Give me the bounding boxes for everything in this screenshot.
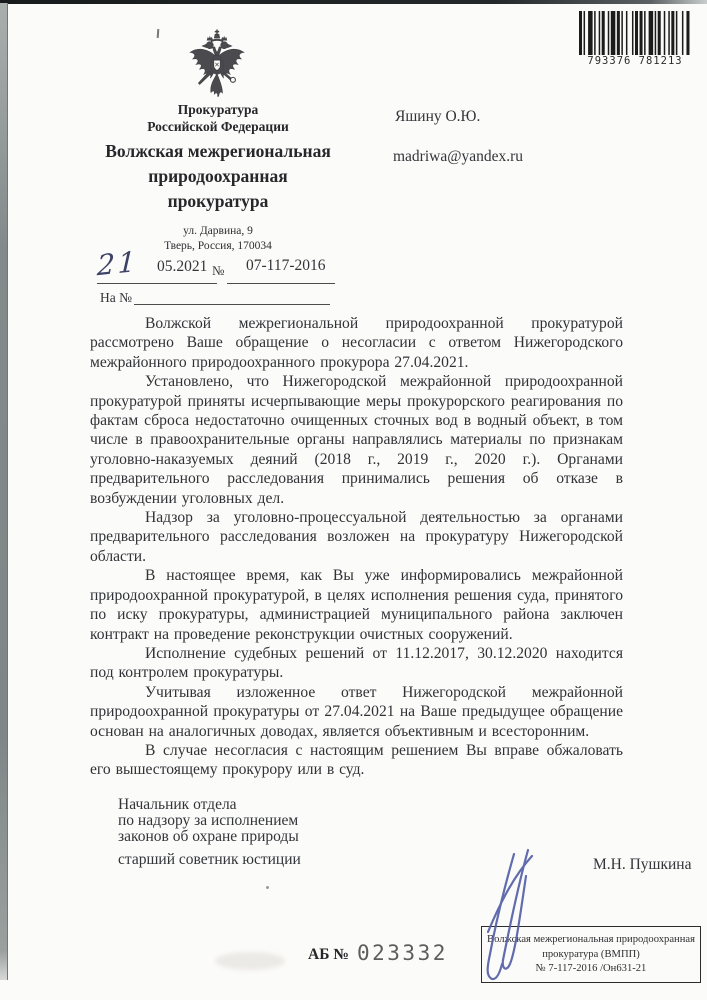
stamp-org-line: Волжская межрегиональная природоохранная [487,934,695,945]
barcode-digits: 793376 781213 [587,55,683,67]
scan-artifact [215,952,285,970]
org-header [93,101,343,214]
address-city: Тверь, Россия, 170034 [164,239,272,252]
signer-name: М.Н. Пушкина [593,856,692,873]
scan-edge-top [0,0,707,4]
barcode [577,11,693,67]
paragraph: Учитывая изложенное ответ Нижегородской межрайонной природоохранной прокуратуры от 27.04.2021 на Ваше предыдущее обращение основан на аналогичных доводах, является объективным и всесторонним. [90,683,623,740]
letter-body [90,314,623,780]
recipient-email: madriwa@yandex.ru [393,148,524,165]
outgoing-date: 05.2021 [157,258,208,275]
scan-artifact [266,886,269,889]
paragraph: Установлено, что Нижегородской межрайонной природоохранной прокуратурой приняты исчерпывающие меры прокурорского реагирования по фактам сброса недостаточно очищенных сточных вод в водный объект, в том числе в правоохранительные органы направлялись материалы по признакам уголовно-наказуемых деяний (2018 г., 2019 г., 2020 г.). Органами предварительного расследования принимались решения об отказе в возбуждении уголовных дел. [90,373,623,507]
form-series-label: АБ № [308,946,349,963]
signer-position [118,797,299,844]
number-underline [227,283,335,284]
org-line-environmental: природоохранная [148,166,288,186]
handwritten-signature [476,846,550,984]
form-serial-number: 023332 [357,941,448,965]
russia-coat-of-arms-icon [184,26,250,104]
handwritten-day: 21 [96,244,140,283]
stamp-org-abbr: прокуратура (ВМПП) [542,948,640,960]
paragraph: В настоящее время, как Вы уже информировались межрайонной природоохранной прокуратурой, в целях исполнения решения суда, принятого по иску прокуратуры, администрацией муниципального района заключен контракт на проведение реконструкции очистных сооружений. [90,567,623,643]
scan-artifact [157,29,160,38]
paragraph: Исполнение судебных решений от 11.12.2017, 30.12.2020 находится под контролем прокуратуры. [90,644,623,682]
date-underline [97,283,217,284]
paragraph: Волжской межрегиональной природоохранной прокуратурой рассмотрено Ваше обращение о несогласии с ответом Нижегородского межрайонного природоохранного прокурора 27.04.2021. [90,315,623,371]
paragraph: Надзор за уголовно-процессуальной деятельностью за органами предварительного расследования возложен на прокуратуру Нижегородской области. [90,509,623,565]
scan-edge-left [0,3,8,980]
org-line-russian-federation: Российской Федерации [147,119,289,134]
signer-position-line: законов об охране природы [118,827,299,845]
address-street: ул. Дарвина, 9 [183,225,253,237]
incoming-ref-label: На № [100,290,132,305]
barcode-bars-icon [579,11,691,55]
number-sign: № [212,263,225,278]
recipient-name: Яшину О.Ю. [395,108,481,125]
signer-rank: старший советник юстиции [118,851,301,868]
org-line-volga: Волжская межрегиональная [105,141,331,161]
paragraph: В случае несогласия с настоящим решением Вы вправе обжаловать его вышестоящему прокурору или в суд. [90,741,623,779]
signer-position-line: Начальник отдела [118,796,237,813]
outgoing-number: 07-117-2016 [246,257,326,274]
org-line-prosecutors-office: Прокуратура [177,102,259,117]
org-line-prosecutor: прокуратура [167,191,269,211]
stamp-ref-number: № 7-117-2016 /Он631-21 [535,963,647,974]
incoming-ref-underline [134,304,330,305]
signer-position-line: по надзору за исполнением [118,811,299,829]
